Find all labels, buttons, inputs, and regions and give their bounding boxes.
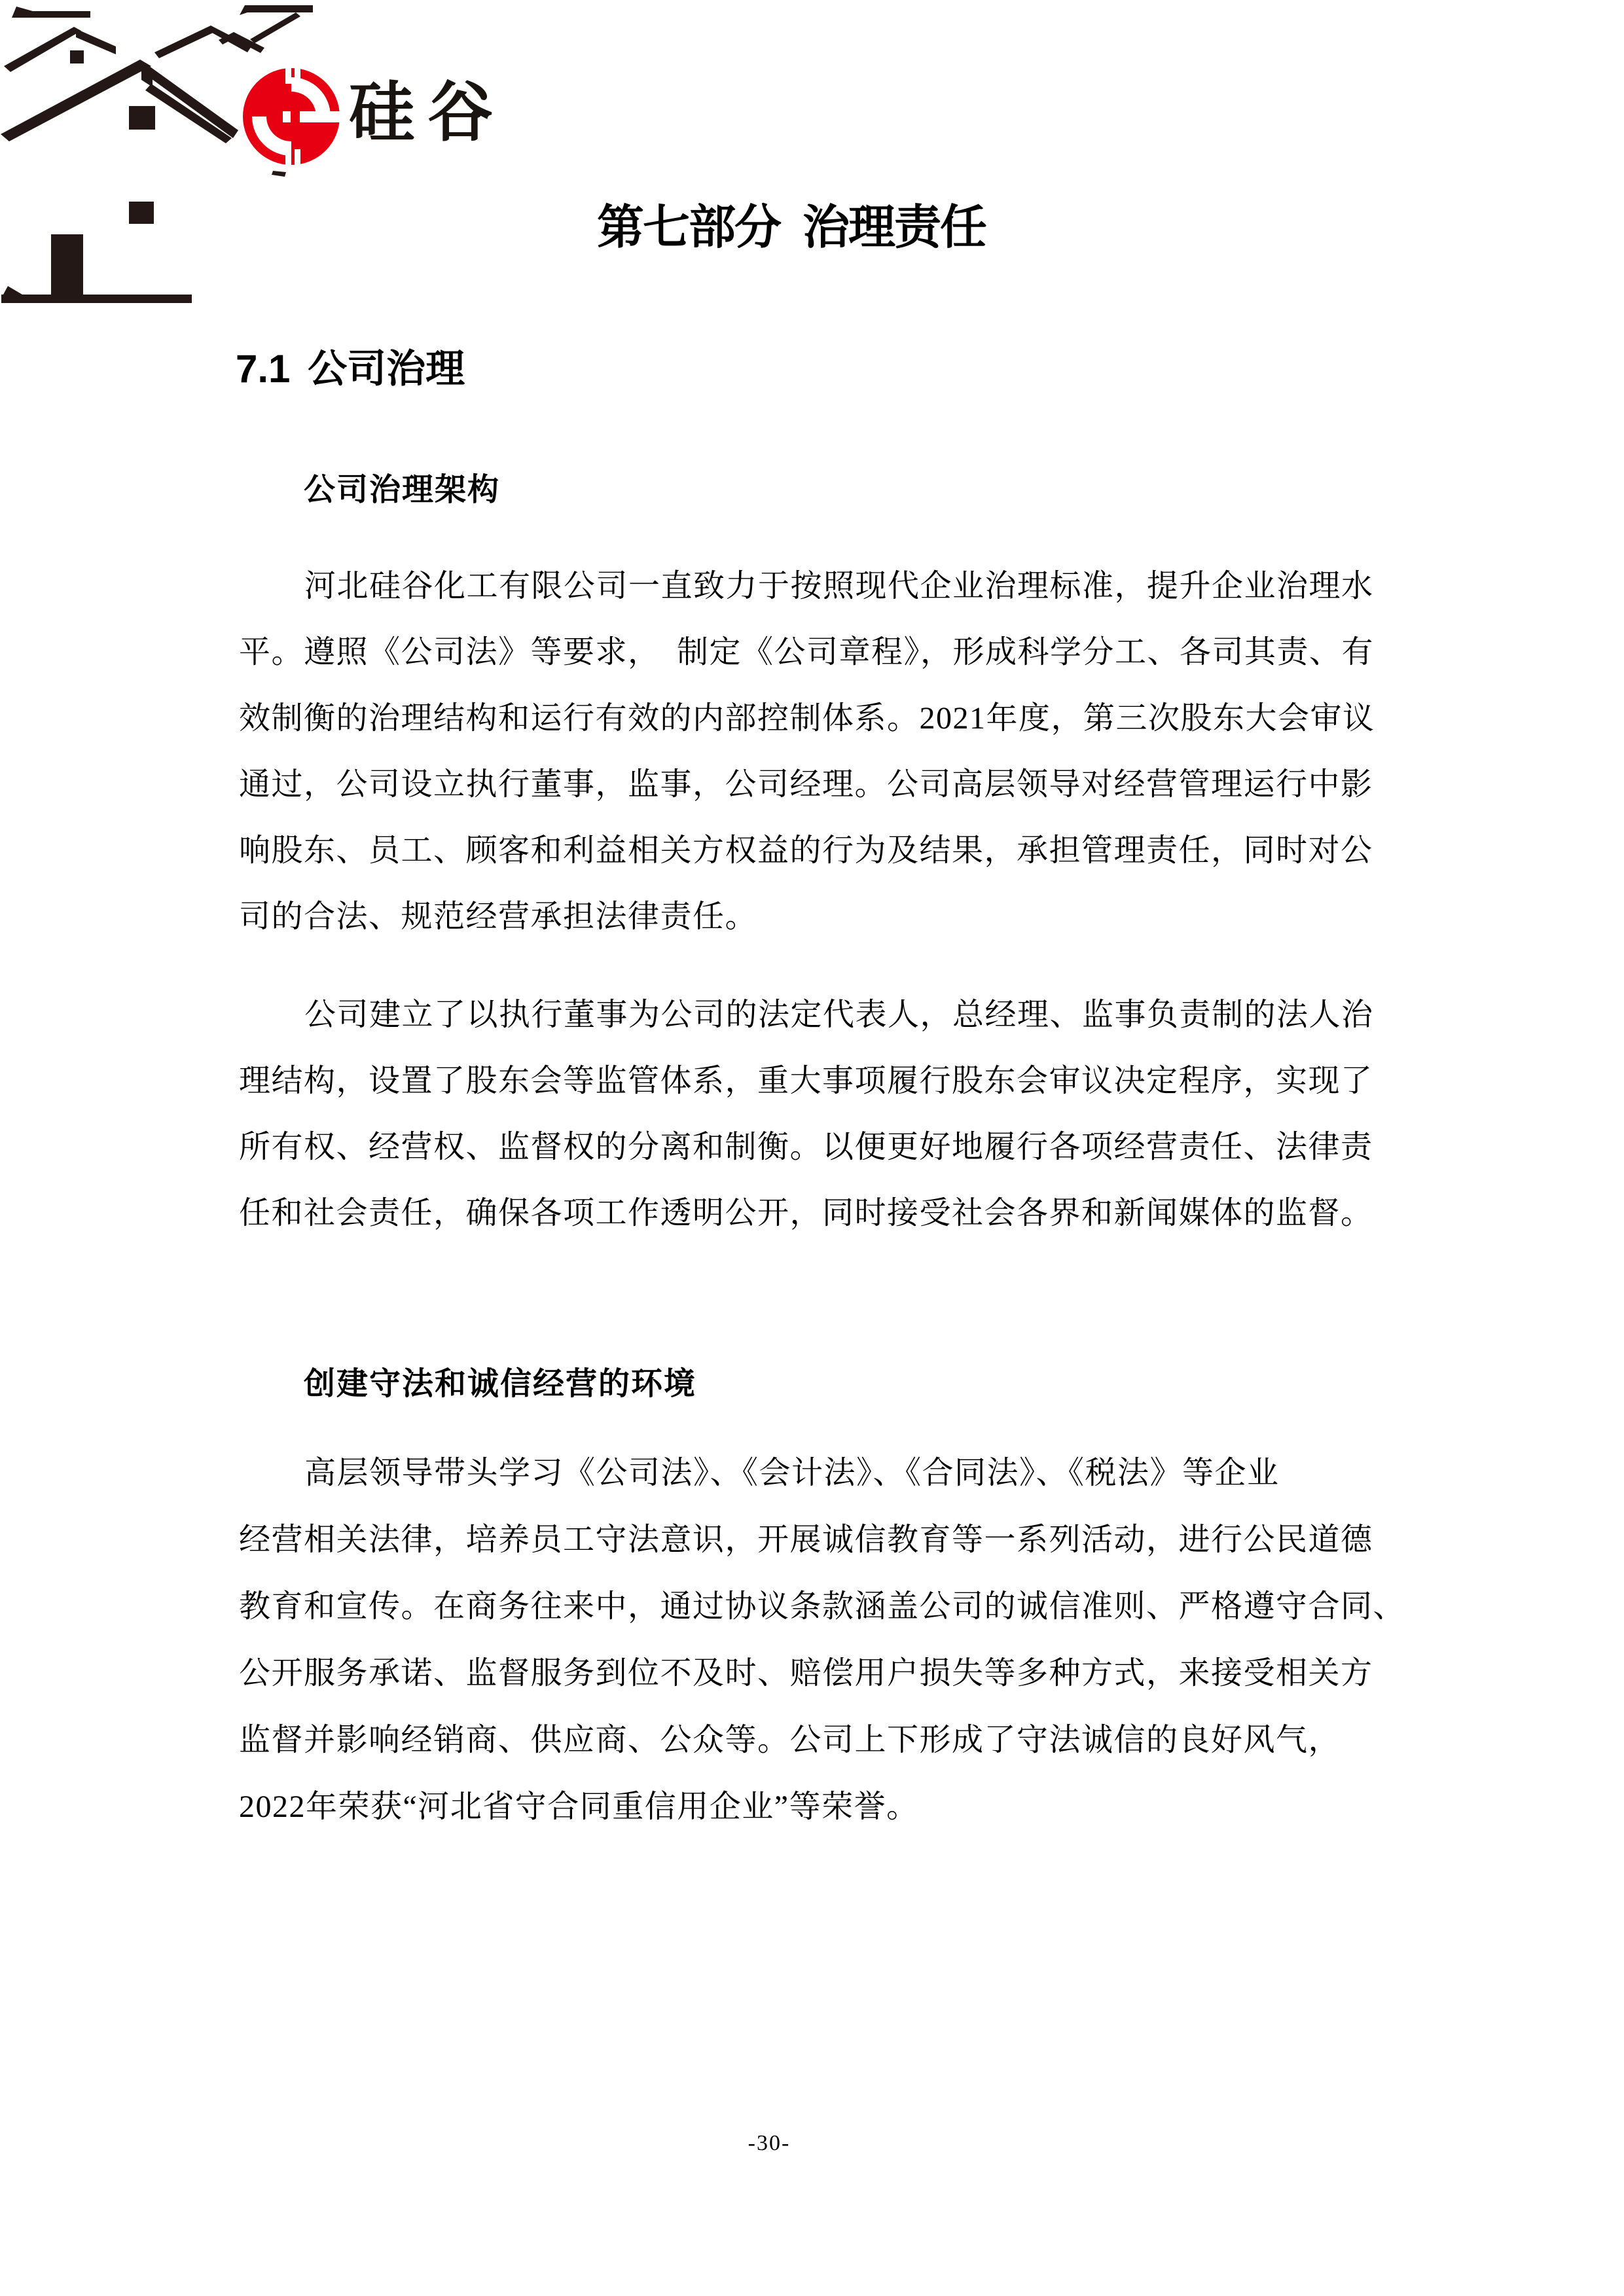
- logo-rooftops-graphic: [0, 0, 537, 314]
- paragraph3-line: 公开服务承诺、监督服务到位不及时、赔偿用户损失等多种方式，来接受相关方: [239, 1656, 1373, 1691]
- paragraph1-line: 司的合法、规范经营承担法律责任。: [239, 899, 758, 934]
- paragraph3-line: 经营相关法律，培养员工守法意识，开展诚信教育等一系列活动，进行公民道德: [239, 1522, 1373, 1557]
- subsection-heading-governance-structure: 公司治理架构: [304, 473, 501, 507]
- page-number: -30-: [748, 2131, 791, 2155]
- logo-emblem-icon: [243, 65, 341, 168]
- paragraph2-line: 理结构，设置了股东会等监管体系，重大事项履行股东会审议决定程序，实现了: [239, 1064, 1373, 1098]
- paragraph1-line: 效制衡的治理结构和运行有效的内部控制体系。2021年度，第三次股东大会审议: [239, 701, 1375, 736]
- subsection-heading-lawful-honest-environment: 创建守法和诚信经营的环境: [304, 1367, 697, 1401]
- paragraph3-line: 2022年荣获“河北省守合同重信用企业”等荣誉。: [239, 1789, 919, 1824]
- page-title: 第七部分 治理责任: [597, 202, 986, 254]
- paragraph2-line: 所有权、经营权、监督权的分离和制衡。以便更好地履行各项经营责任、法律责: [239, 1130, 1373, 1164]
- paragraph2-line: 公司建立了以执行董事为公司的法定代表人，总经理、监事负责制的法人治: [304, 997, 1374, 1032]
- paragraph2-line: 任和社会责任，确保各项工作透明公开，同时接受社会各界和新闻媒体的监督。: [239, 1196, 1373, 1230]
- paragraph1-line: 通过，公司设立执行董事，监事，公司经理。公司高层领导对经营管理运行中影: [239, 767, 1373, 802]
- paragraph3-line: 高层领导带头学习《公司法》、《会计法》、《合同法》、《税法》等企业: [304, 1456, 1280, 1490]
- logo-brand-text: 硅谷: [349, 76, 506, 149]
- company-logo: [0, 0, 537, 314]
- paragraph1-line: 平。遵照《公司法》等要求， 制定《公司章程》，形成科学分工、各司其责、有: [239, 635, 1375, 670]
- paragraph1-line: 响股东、员工、顾客和利益相关方权益的行为及结果，承担管理责任，同时对公: [239, 833, 1373, 868]
- section-heading: 7.1 公司治理: [236, 347, 465, 391]
- paragraph1-line: 河北硅谷化工有限公司一直致力于按照现代企业治理标准，提升企业治理水: [304, 569, 1374, 603]
- paragraph3-line: 监督并影响经销商、供应商、公众等。公司上下形成了守法诚信的良好风气，: [239, 1723, 1341, 1757]
- paragraph3-line: 教育和宣传。在商务往来中，通过协议条款涵盖公司的诚信准则、严格遵守合同、: [239, 1589, 1406, 1624]
